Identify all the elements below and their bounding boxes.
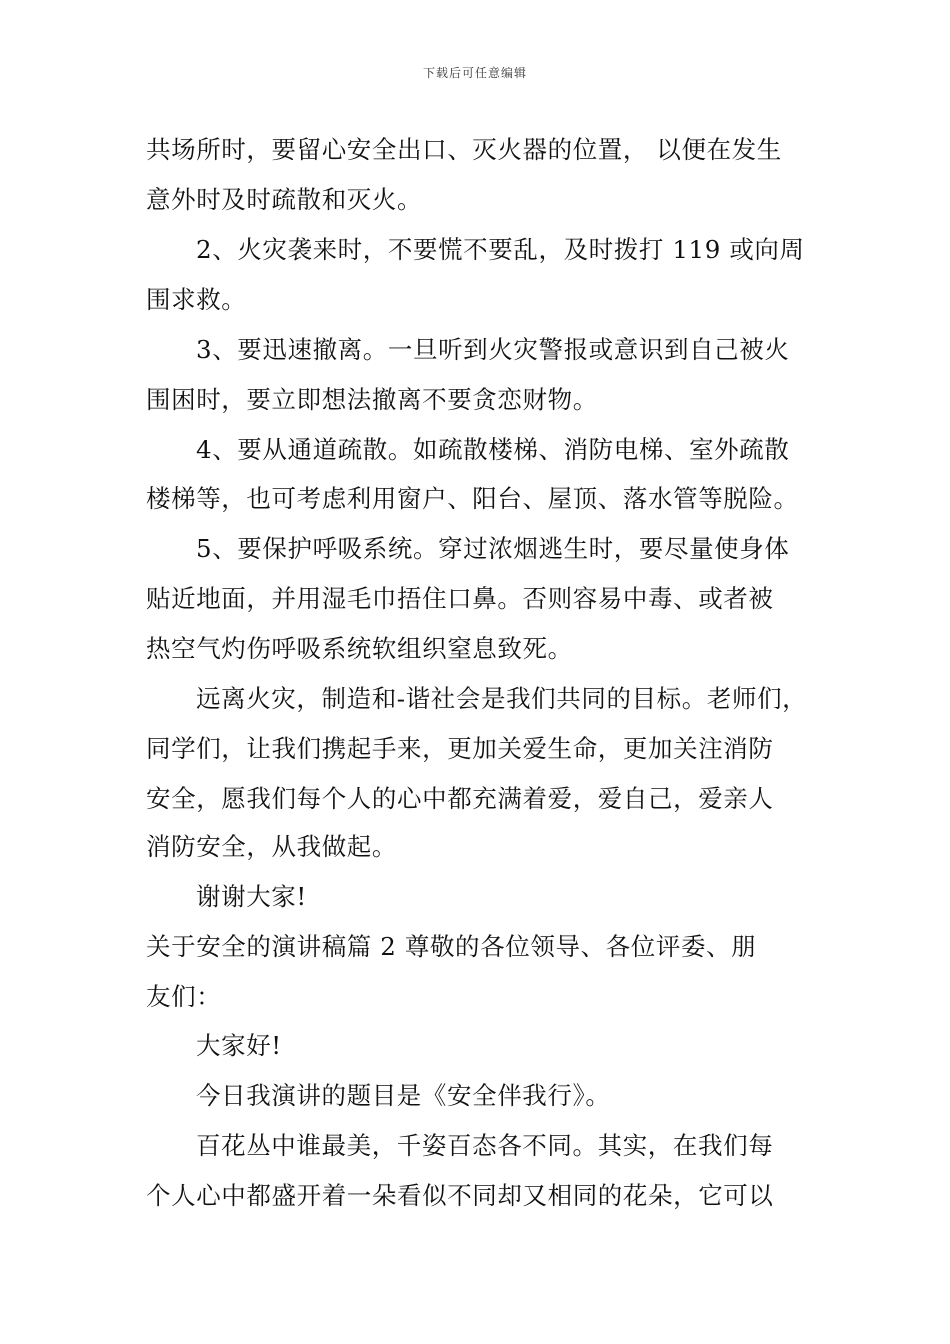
text-line: 楼梯等，也可考虑利用窗户、阳台、屋顶、落水管等脱险。 bbox=[146, 484, 799, 513]
text-line: 今日我演讲的题目是《安全伴我行》。 bbox=[196, 1081, 611, 1110]
text-line: 共场所时，要留心安全出口、灭火器的位置， 以便在发生 bbox=[146, 135, 782, 164]
text-line: 大家好! bbox=[196, 1031, 282, 1060]
text-line: 5、要保护呼吸系统。穿过浓烟逃生时，要尽量使身体 bbox=[196, 534, 790, 563]
text-line: 围困时，要立即想法撤离不要贪恋财物。 bbox=[146, 385, 598, 414]
section-heading-line: 关于安全的演讲稿篇 2 尊敬的各位领导、各位评委、朋 bbox=[146, 932, 757, 961]
text-line: 消防安全，从我做起。 bbox=[146, 832, 397, 861]
text-line: 热空气灼伤呼吸系统软组织窒息致死。 bbox=[146, 634, 573, 663]
text-line: 3、要迅速撤离。一旦听到火灾警报或意识到自己被火 bbox=[196, 335, 790, 364]
text-line: 个人心中都盛开着一朵看似不同却又相同的花朵，它可以 bbox=[146, 1181, 774, 1210]
text-line: 百花丛中谁最美，千姿百态各不同。其实，在我们每 bbox=[196, 1131, 774, 1160]
text-line: 友们： bbox=[146, 982, 222, 1011]
text-line: 同学们，让我们携起手来，更加关爱生命，更加关注消防 bbox=[146, 734, 774, 763]
text-line: 远离火灾，制造和-谐社会是我们共同的目标。老师们， bbox=[196, 684, 808, 713]
text-line: 安全，愿我们每个人的心中都充满着爱，爱自己，爱亲人 bbox=[146, 784, 774, 813]
text-line: 围求救。 bbox=[146, 285, 247, 314]
text-line: 意外时及时疏散和灭火。 bbox=[146, 185, 423, 214]
text-line: 贴近地面，并用湿毛巾捂住口鼻。否则容易中毒、或者被 bbox=[146, 584, 774, 613]
text-line: 4、要从通道疏散。如疏散楼梯、消防电梯、室外疏散 bbox=[196, 435, 790, 464]
text-line: 2、火灾袭来时，不要慌不要乱，及时拨打 119 或向周 bbox=[196, 235, 805, 264]
text-line: 谢谢大家! bbox=[196, 882, 307, 911]
page-header-note: 下载后可任意编辑 bbox=[422, 66, 527, 80]
